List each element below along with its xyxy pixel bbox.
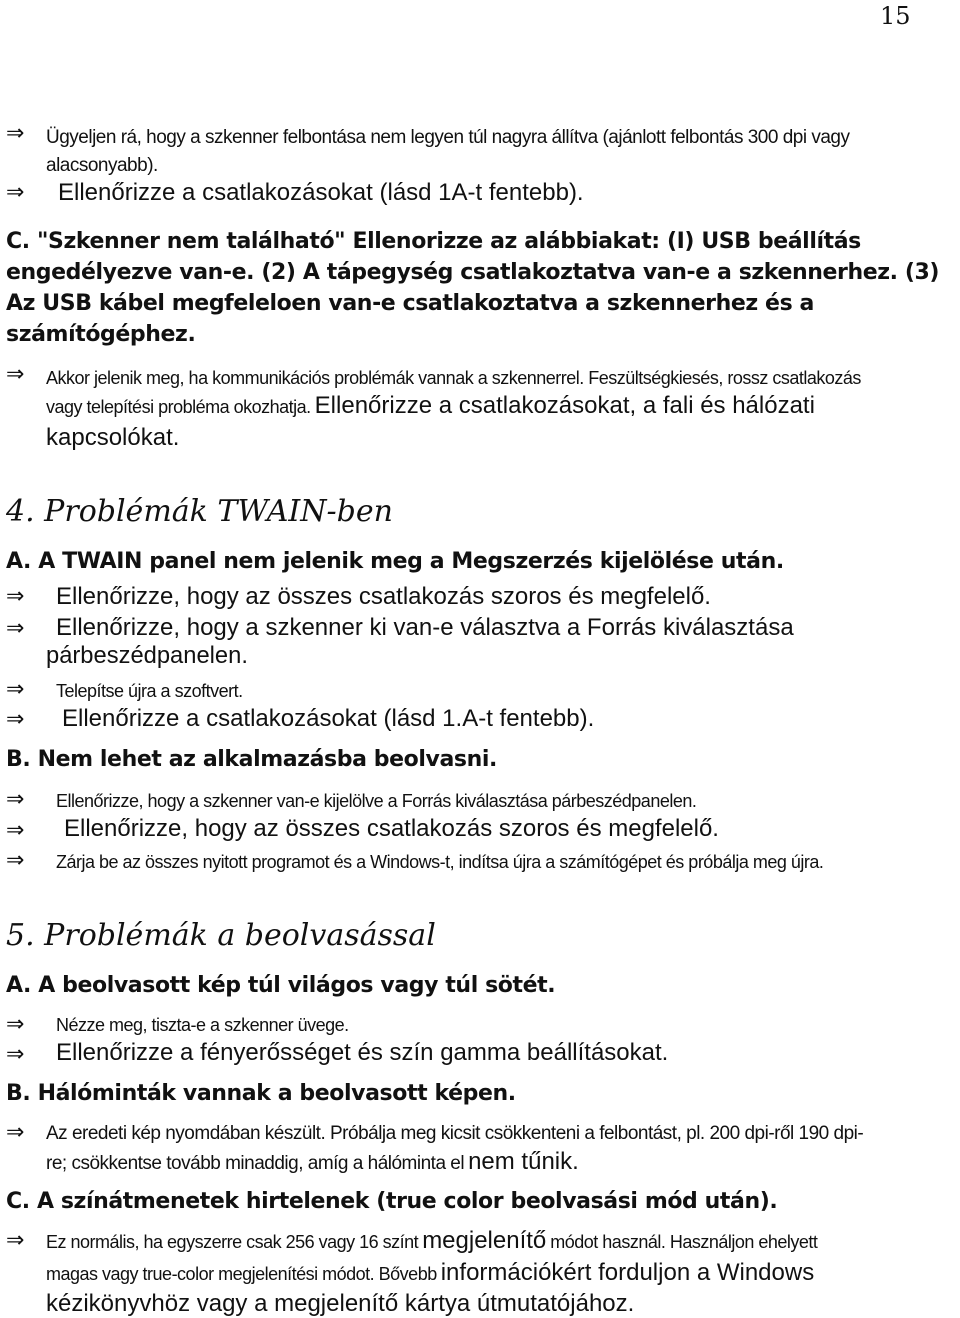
- list-item-5a1: Nézze meg, tiszta-e a szkenner üvege.: [56, 1015, 349, 1035]
- list-item-5c1: [46, 1226, 956, 1318]
- list-item-4a1: Ellenőrizze, hogy az összes csatlakozás szoros és megfelelő.: [56, 583, 711, 610]
- bullet-arrow-icon: ⇒: [6, 1012, 25, 1037]
- heading-line: C. "Szkenner nem található" Ellenorizze az alábbiakat: (I) USB beállítás: [6, 229, 861, 254]
- heading-4b: B. Nem lehet az alkalmazásba beolvasni.: [6, 747, 497, 772]
- bullet-arrow-icon: ⇒: [6, 677, 25, 702]
- list-item-4a4: Ellenőrizze a csatlakozásokat (lásd 1.A-t fentebb).: [62, 705, 595, 732]
- heading-5b: B. Hálóminták vannak a beolvasott képen.: [6, 1081, 516, 1106]
- bullet-arrow-icon: ⇒: [6, 616, 25, 641]
- list-item-resolution: [46, 124, 956, 180]
- bullet-arrow-icon: ⇒: [6, 121, 25, 146]
- list-item-4a2: [46, 614, 956, 670]
- list-item-text: módot használ. Használjon ehelyett: [550, 1232, 818, 1252]
- heading-line: számítógéphez.: [6, 322, 196, 347]
- list-item-text: vagy telepítési probléma okozhatja.: [46, 397, 311, 417]
- list-item-text: re; csökkentse tovább minaddig, amíg a hálóminta el: [46, 1153, 465, 1174]
- heading-4a: A. A TWAIN panel nem jelenik meg a Megszerzés kijelölése után.: [6, 549, 784, 574]
- heading-line: Az USB kábel megfeleloen van-e csatlakoztatva a szkennerhez és a: [6, 291, 814, 316]
- section-title-5: [6, 918, 436, 953]
- heading-5c: C. A színátmenetek hirtelenek (true color beolvasási mód után).: [6, 1189, 778, 1214]
- bullet-arrow-icon: ⇒: [6, 787, 25, 812]
- section-number: 5.: [6, 918, 35, 953]
- list-item-line: Ügyeljen rá, hogy a szkenner felbontása nem legyen túl nagyra állítva (ajánlott felbontás 300 dpi vagy: [46, 127, 850, 148]
- list-item-text: magas vagy true-color megjelenítési módot. Bővebb: [46, 1264, 437, 1284]
- list-item-line: kapcsolókat.: [46, 424, 180, 451]
- bullet-arrow-icon: ⇒: [6, 1120, 25, 1145]
- bullet-arrow-icon: ⇒: [6, 707, 25, 732]
- list-item-line: Az eredeti kép nyomdában készült. Próbálja meg kicsit csökkenteni a felbontást, pl. 200 dpi-ről 190 dpi-: [46, 1123, 864, 1144]
- list-item-4a3: Telepítse újra a szoftvert.: [56, 681, 243, 701]
- list-item-4b1: Ellenőrizze, hogy a szkenner van-e kijelölve a Forrás kiválasztása párbeszédpanelen.: [56, 791, 697, 811]
- bullet-arrow-icon: ⇒: [6, 848, 25, 873]
- section-title-text: Problémák TWAIN-ben: [44, 494, 393, 529]
- bullet-arrow-icon: ⇒: [6, 362, 25, 387]
- list-item-line: [46, 392, 956, 423]
- section-title-4: [6, 494, 393, 529]
- list-item-text: Ellenőrizze a csatlakozásokat, a fali és hálózati: [314, 392, 815, 419]
- bullet-arrow-icon: ⇒: [6, 584, 25, 609]
- bullet-arrow-icon: ⇒: [6, 180, 25, 205]
- list-item-text: Ez normális, ha egyszerre csak 256 vagy 16 színt: [46, 1232, 419, 1252]
- heading-line: engedélyezve van-e. (2) A tápegység csatlakoztatva van-e a szkennerhez. (3): [6, 260, 940, 285]
- list-item-line: [46, 1226, 956, 1259]
- heading-c: [6, 226, 954, 350]
- list-item-4b2: Ellenőrizze, hogy az összes csatlakozás szoros és megfelelő.: [64, 815, 719, 842]
- list-item-connections: Ellenőrizze a csatlakozásokat (lásd 1A-t fentebb).: [58, 179, 584, 206]
- heading-5a: A. A beolvasott kép túl világos vagy túl sötét.: [6, 973, 556, 998]
- bullet-arrow-icon: ⇒: [6, 1042, 25, 1067]
- list-item-line: kézikönyvhöz vagy a megjelenítő kártya útmutatójához.: [46, 1290, 635, 1317]
- list-item-line: párbeszédpanelen.: [46, 642, 248, 669]
- section-number: 4.: [6, 494, 35, 529]
- page-number: 15: [880, 2, 911, 30]
- list-item-5b1: [46, 1120, 956, 1179]
- list-item-communication: [46, 364, 956, 453]
- bullet-arrow-icon: ⇒: [6, 1228, 25, 1253]
- list-item-text: információkért forduljon a Windows: [440, 1259, 815, 1286]
- list-item-line: Ellenőrizze, hogy a szkenner ki van-e választva a Forrás kiválasztása: [56, 614, 794, 641]
- list-item-line: [46, 1148, 956, 1179]
- list-item-text: megjelenítő: [422, 1227, 547, 1254]
- list-item-line: [46, 1259, 956, 1290]
- list-item-line: alacsonyabb).: [46, 155, 158, 176]
- list-item-text: nem tűnik.: [468, 1148, 579, 1175]
- list-item-5a2: Ellenőrizze a fényerősséget és szín gamma beállításokat.: [56, 1039, 669, 1066]
- section-title-text: Problémák a beolvasással: [44, 918, 436, 953]
- list-item-4b3: Zárja be az összes nyitott programot és a Windows-t, indítsa újra a számítógépet és próbálja meg újra.: [56, 852, 824, 872]
- bullet-arrow-icon: ⇒: [6, 818, 25, 843]
- list-item-line: Akkor jelenik meg, ha kommunikációs problémák vannak a szkennerrel. Feszültségkiesés, rossz csatlakozás: [46, 368, 861, 388]
